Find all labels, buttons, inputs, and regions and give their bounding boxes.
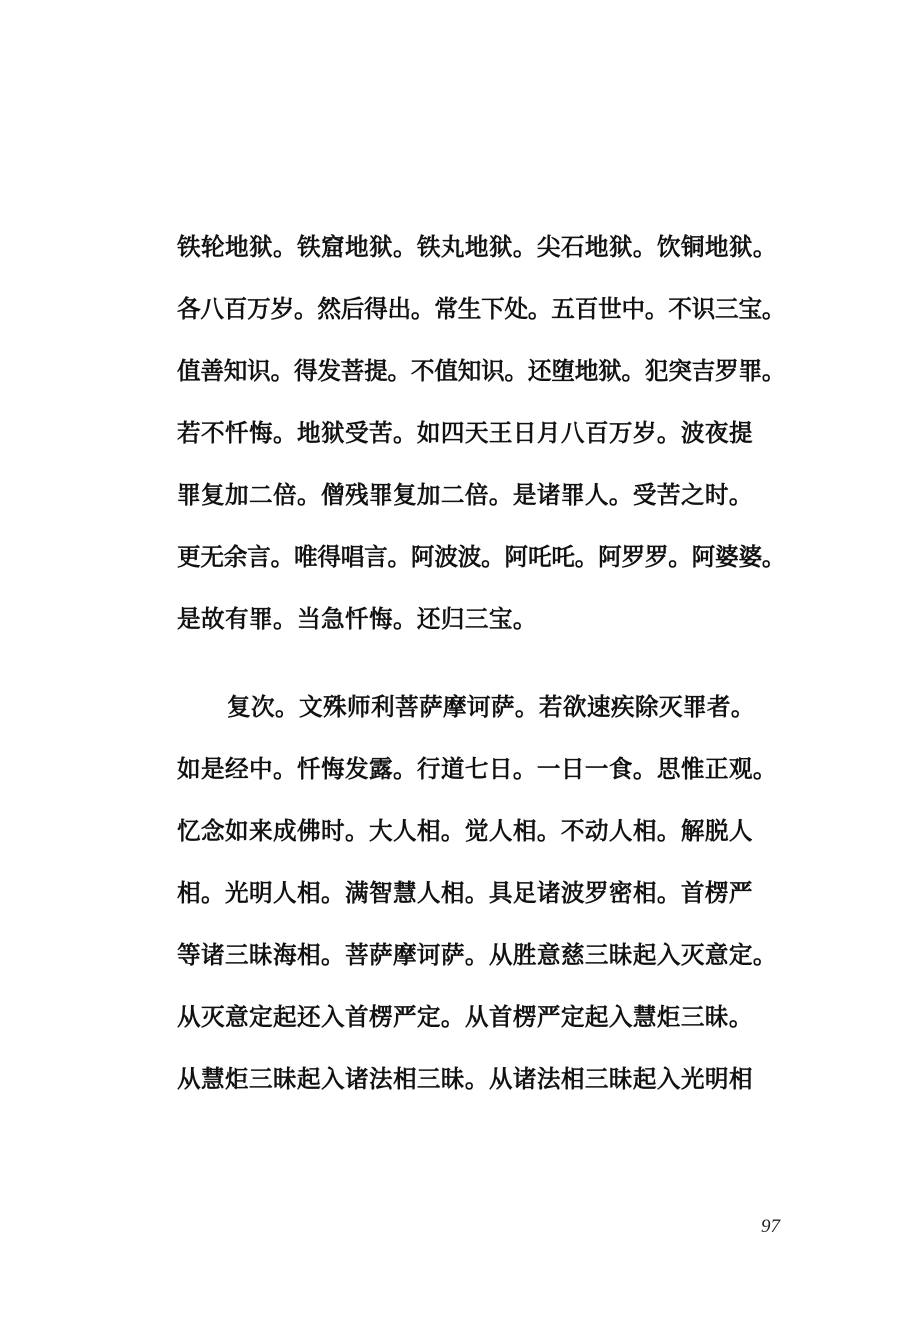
text-line: 若不忏悔。地狱受苦。如四天王日月八百万岁。波夜提 <box>177 419 753 447</box>
text-line: 相。光明人相。满智慧人相。具足诸波罗密相。首楞严 <box>177 879 753 907</box>
text-line: 从慧炬三昧起入诸法相三昧。从诸法相三昧起入光明相 <box>177 1065 753 1093</box>
text-line: 罪复加二倍。僧残罪复加二倍。是诸罪人。受苦之时。 <box>177 481 753 509</box>
text-line: 等诸三昧海相。菩萨摩诃萨。从胜意慈三昧起入灭意定。 <box>177 941 777 969</box>
text-line: 复次。文殊师利菩萨摩诃萨。若欲速疾除灭罪者。 <box>227 693 755 721</box>
text-line: 忆念如来成佛时。大人相。觉人相。不动人相。解脱人 <box>177 817 753 845</box>
page-number: 97 <box>761 1216 780 1237</box>
text-line: 值善知识。得发菩提。不值知识。还堕地狱。犯突吉罗罪。 <box>177 357 786 385</box>
text-line: 从灭意定起还入首楞严定。从首楞严定起入慧炬三昧。 <box>177 1003 753 1031</box>
text-line: 是故有罪。当急忏悔。还归三宝。 <box>177 605 537 633</box>
text-line: 各八百万岁。然后得出。常生下处。五百世中。不识三宝。 <box>177 295 786 323</box>
text-line: 如是经中。忏悔发露。行道七日。一日一食。思惟正观。 <box>177 755 777 783</box>
text-line: 更无余言。唯得唱言。阿波波。阿吒吒。阿罗罗。阿婆婆。 <box>177 543 786 571</box>
text-line: 铁轮地狱。铁窟地狱。铁丸地狱。尖石地狱。饮铜地狱。 <box>177 233 777 261</box>
